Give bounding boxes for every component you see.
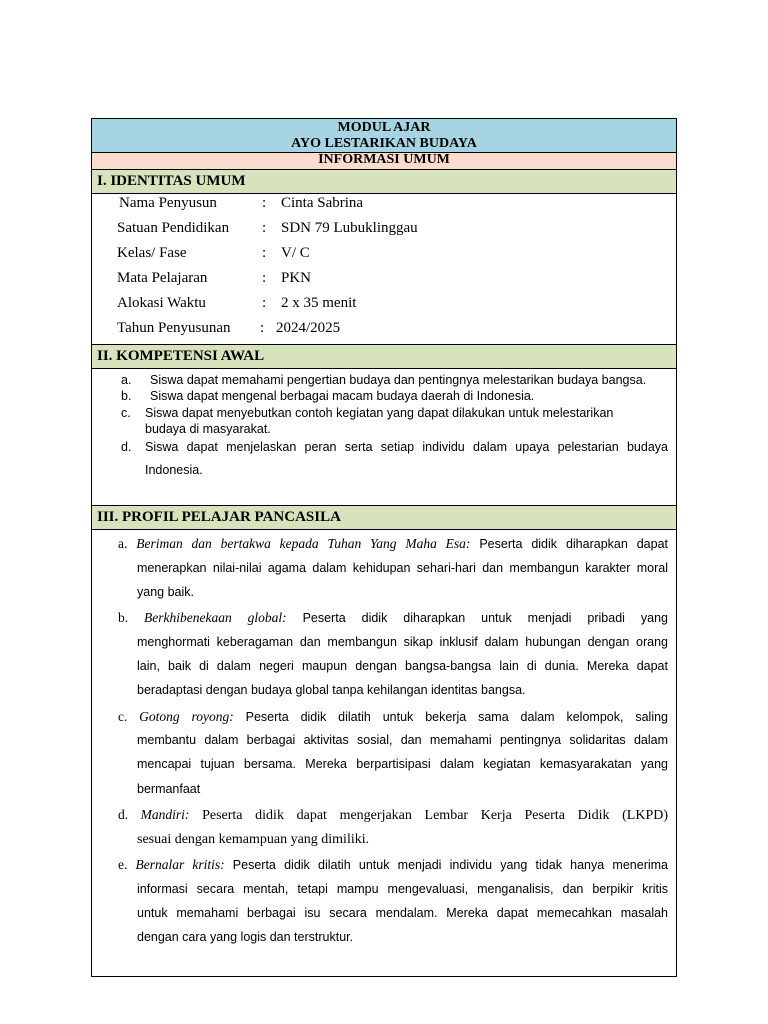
item-line: dengan cara yang logis dan terstruktur. xyxy=(137,930,354,944)
item-text: Peserta didik dapat mengerjakan Lembar Kerja Peserta Didik (LKPD) xyxy=(189,808,668,823)
profil-list xyxy=(92,530,676,976)
item-line: yang baik. xyxy=(137,585,194,599)
list-marker: d. xyxy=(118,807,129,822)
list-marker: c. xyxy=(121,406,131,420)
module-title: MODUL AJAR xyxy=(337,120,431,135)
heading-kompetensi: II. KOMPETENSI AWAL xyxy=(92,345,676,369)
list-text-cont: Indonesia. xyxy=(145,463,203,477)
identitas-colon: : xyxy=(262,295,267,311)
identitas-value: Cinta Sabrina xyxy=(281,195,364,211)
item-line: sesuai dengan kemampuan yang dimiliki. xyxy=(137,832,370,847)
list-item xyxy=(118,807,668,824)
module-subtitle: AYO LESTARIKAN BUDAYA xyxy=(291,136,477,151)
list-text: Siswa dapat mengenal berbagai macam budaya daerah di Indonesia. xyxy=(150,389,535,403)
item-text: Peserta didik dilatih untuk menjadi individu yang tidak hanya menerima xyxy=(224,858,668,872)
item-line: menghormati keberagaman dan membangun sikap inklusif dalam hubungan dengan orang xyxy=(137,635,668,649)
list-item xyxy=(118,536,668,552)
identitas-colon: : xyxy=(262,220,267,236)
list-text: Siswa dapat menyebutkan contoh kegiatan yang dapat dilakukan untuk melestarikan xyxy=(145,406,614,420)
kompetensi-list xyxy=(92,369,676,506)
item-line: bermanfaat xyxy=(137,782,201,796)
identitas-colon: : xyxy=(262,270,267,286)
item-title: Beriman dan bertakwa kepada Tuhan Yang Maha Esa: xyxy=(136,536,471,551)
list-marker: b. xyxy=(118,610,129,625)
item-title: Berkhibenekaan global: xyxy=(144,610,287,625)
identitas-label: Mata Pelajaran xyxy=(117,270,208,286)
item-line: informasi secara mentah, tetapi mampu mengevaluasi, menganalisis, dan berpikir kritis xyxy=(137,882,668,896)
heading-profil: III. PROFIL PELAJAR PANCASILA xyxy=(92,506,676,530)
list-marker: b. xyxy=(121,389,132,403)
list-text: Siswa dapat memahami pengertian budaya dan pentingnya melestarikan budaya bangsa. xyxy=(150,373,647,387)
identitas-value: 2 x 35 menit xyxy=(281,295,357,311)
heading-identitas: I. IDENTITAS UMUM xyxy=(92,170,676,194)
identitas-label: Tahun Penyusunan xyxy=(117,320,231,336)
item-text: Peserta didik diharapkan untuk menjadi pribadi yang xyxy=(286,611,669,625)
list-item xyxy=(118,857,668,873)
item-line: untuk memahami berbagai isu secara mendalam. Mereka dapat memecahkan masalah xyxy=(137,906,668,920)
list-text-cont: budaya di masyarakat. xyxy=(145,422,271,436)
item-line: beradaptasi dengan budaya global tanpa kehilangan identitas bangsa. xyxy=(137,683,526,697)
item-line: menerapkan nilai-nilai agama dalam kehidupan sehari-hari dan membangun karakter moral xyxy=(137,561,668,575)
identitas-value: 2024/2025 xyxy=(276,320,341,336)
item-line: lain, baik di dalam negeri maupun dengan bangsa-bangsa lain di dunia. Mereka dapat xyxy=(137,659,668,673)
identitas-label: Kelas/ Fase xyxy=(117,245,187,261)
identitas-colon: : xyxy=(262,195,267,211)
identitas-label: Nama Penyusun xyxy=(119,195,217,211)
list-marker: c. xyxy=(118,709,128,724)
list-item xyxy=(118,709,668,725)
list-marker: d. xyxy=(121,440,132,454)
list-text: Siswa dapat menjelaskan peran serta setiap individu dalam upaya pelestarian budaya xyxy=(145,440,668,454)
item-title: Mandiri: xyxy=(140,807,190,822)
identitas-label: Satuan Pendidikan xyxy=(117,220,230,236)
item-line: mencapai tujuan bersama. Mereka berpartisipasi dalam kegiatan kemasyarakatan yang xyxy=(137,757,668,771)
identitas-colon: : xyxy=(262,245,267,261)
item-text: Peserta didik diharapkan dapat xyxy=(470,537,669,551)
list-marker: a. xyxy=(118,536,128,551)
identitas-label: Alokasi Waktu xyxy=(117,295,206,311)
item-line: membantu dalam berbagai aktivitas sosial, dan memahami pentingnya solidaritas dalam xyxy=(137,733,668,747)
list-item xyxy=(118,610,668,626)
identitas-value: SDN 79 Lubuklinggau xyxy=(281,220,418,236)
identitas-table xyxy=(92,194,676,345)
section-title-informasi: INFORMASI UMUM xyxy=(92,153,676,170)
identitas-value: PKN xyxy=(281,270,312,286)
list-marker: a. xyxy=(121,373,132,387)
list-marker: e. xyxy=(118,857,128,872)
item-text: Peserta didik dilatih untuk bekerja sama dalam kelompok, saling xyxy=(233,710,668,724)
item-title: Gotong royong: xyxy=(139,709,234,724)
title-block xyxy=(92,119,676,153)
identitas-colon: : xyxy=(260,320,265,336)
identitas-value: V/ C xyxy=(281,245,310,261)
item-title: Bernalar kritis: xyxy=(135,857,225,872)
document-table xyxy=(91,118,677,977)
